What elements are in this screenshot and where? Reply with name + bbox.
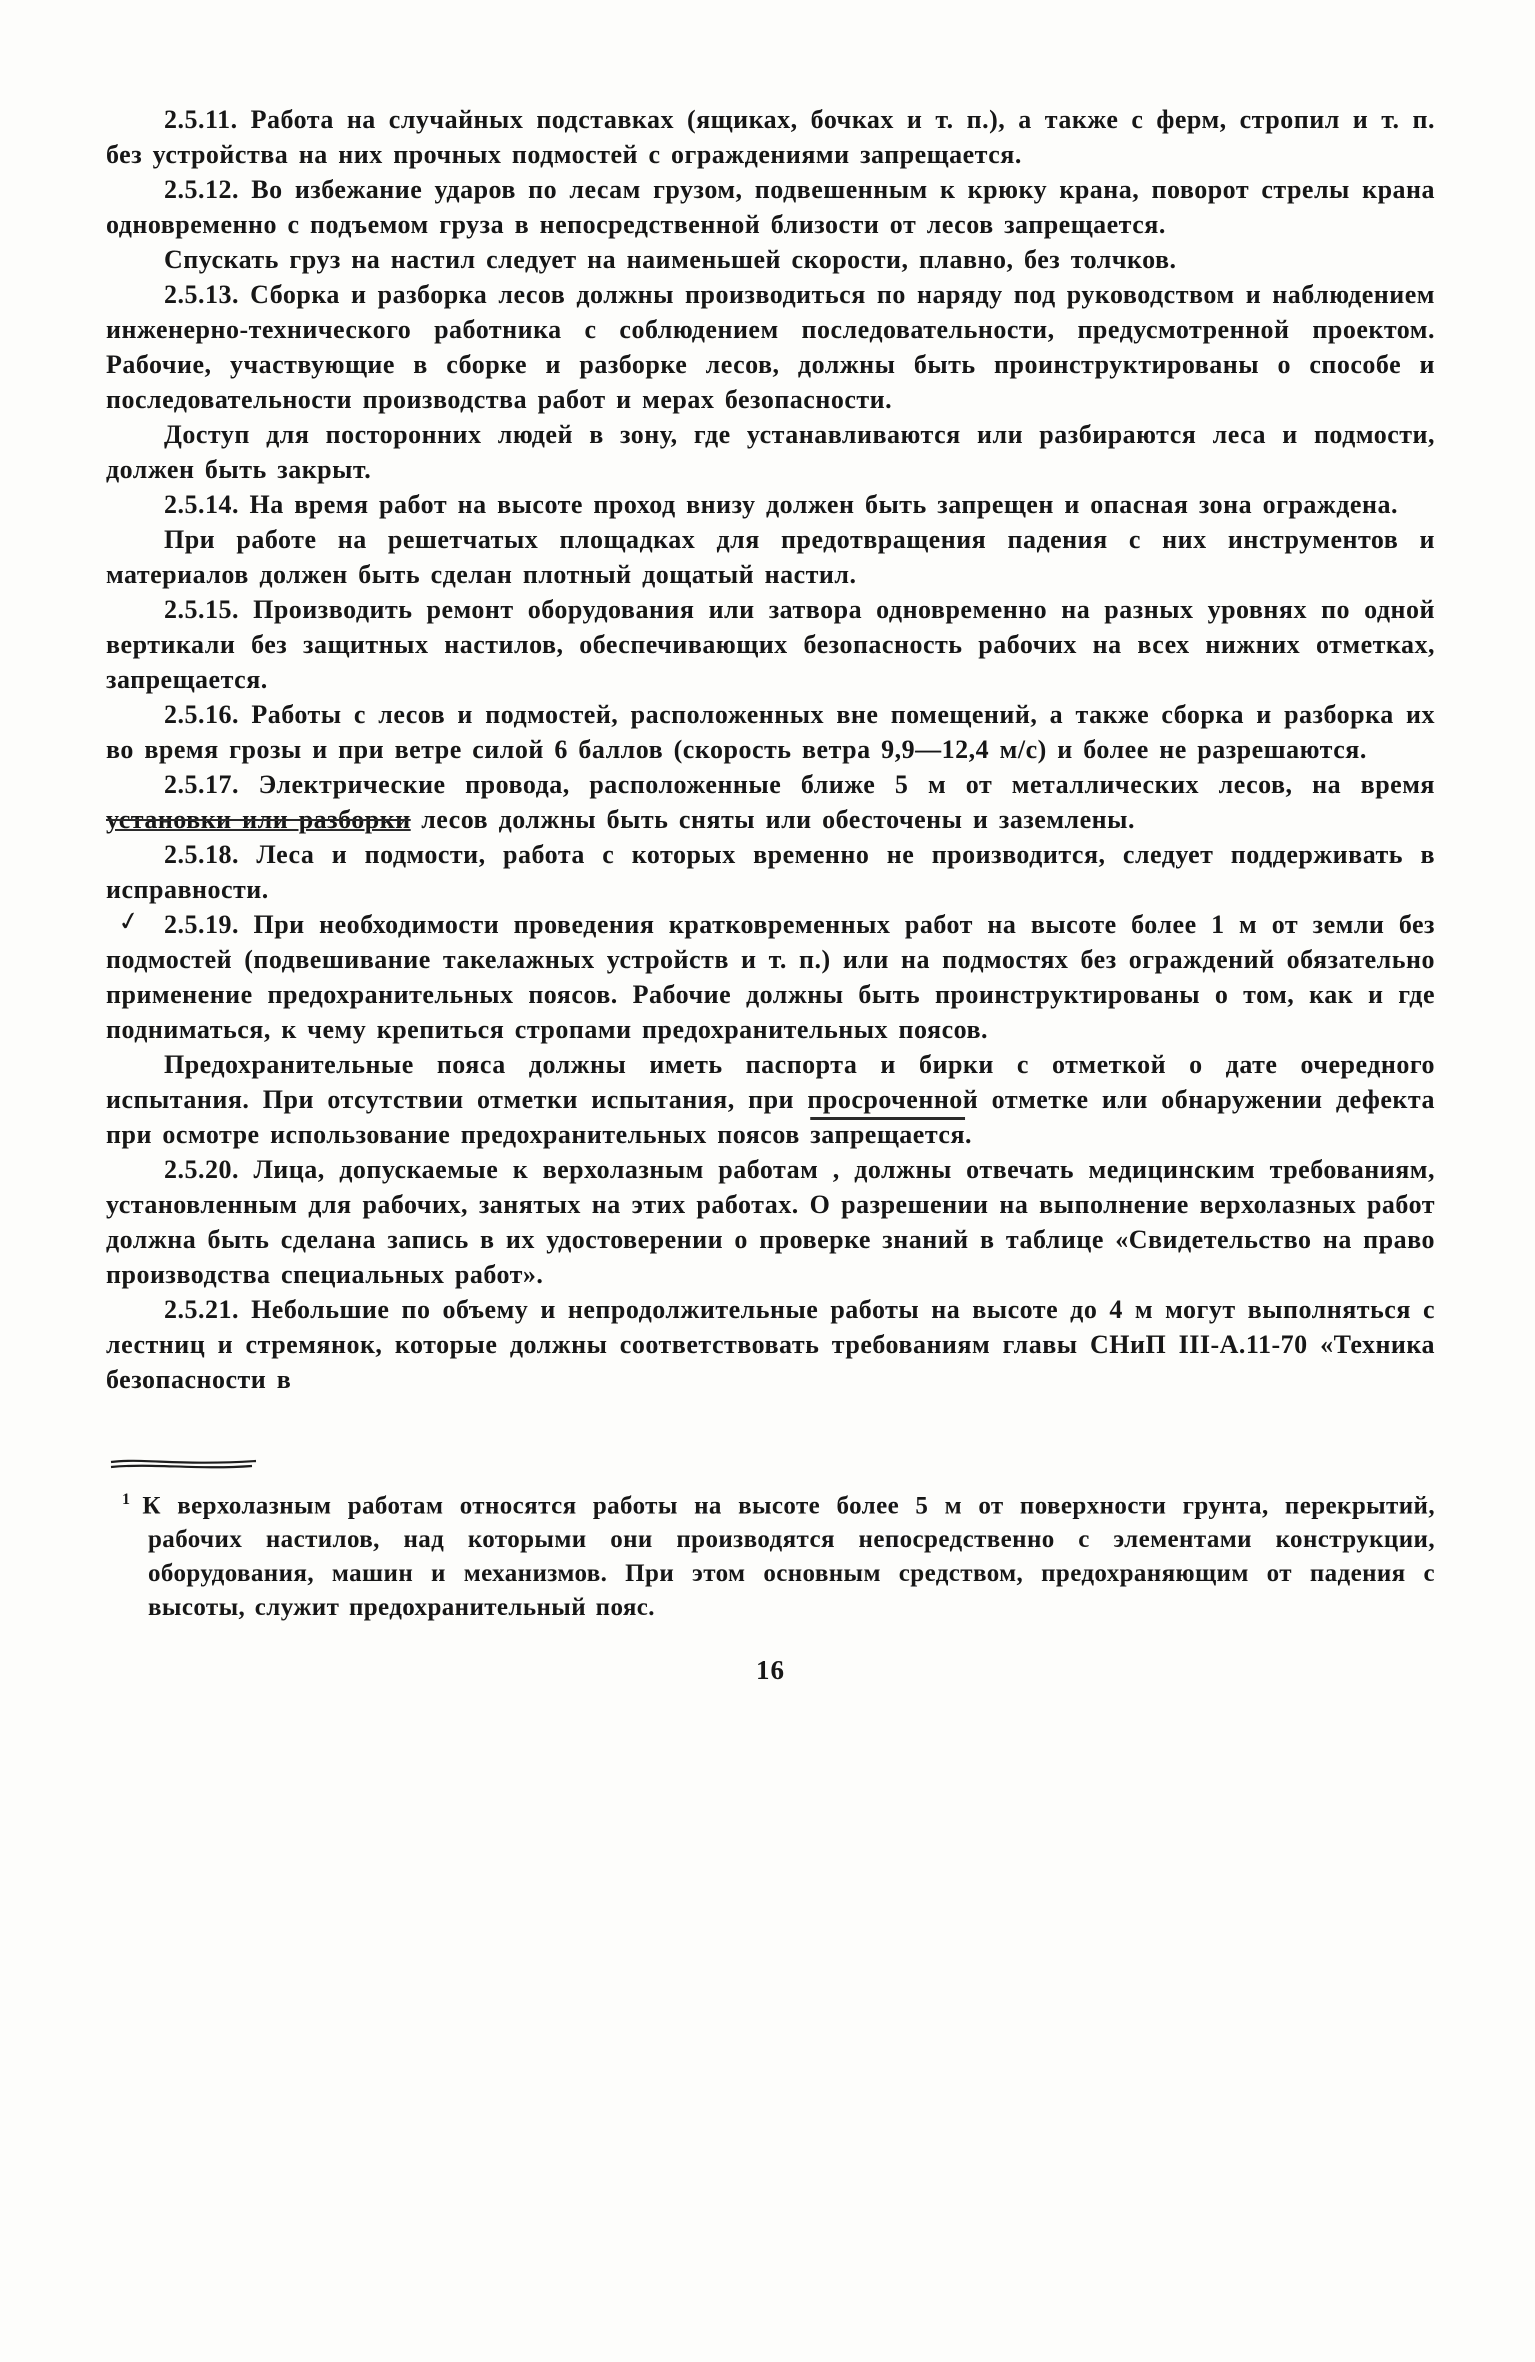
footnote-marker: 1 <box>122 1491 131 1508</box>
paragraph-continuation <box>106 522 1435 592</box>
paragraph-continuation <box>106 1047 1435 1152</box>
paragraph-continuation <box>106 417 1435 487</box>
section-number: 2.5.12. <box>164 175 239 204</box>
paragraph-text: Электрические провода, расположенные ближе 5 м от металлических лесов, на время <box>258 770 1435 799</box>
paragraph-text: Спускать груз на настил следует на наименьшей скорости, плавно, без толчков. <box>164 245 1177 274</box>
page-number: 16 <box>756 1655 785 1686</box>
footnote-body: К верхолазным работам относятся работы на высоте более 5 м от поверхности грунта, перекрытий, рабочих настилов, над которыми они производятся непосредственно с элементами конструкции, оборудования, машин и механизмов. При этом основным средством, предохраняющим от падения с высоты, служит предохранительный пояс. <box>142 1492 1435 1622</box>
paragraph-text: Во избежание ударов по лесам грузом, подвешенным к крюку крана, поворот стрелы крана одновременно с подъемом груза в непосредственной близости от лесов запрещается. <box>106 175 1436 239</box>
paragraph-2-5-11 <box>106 102 1435 172</box>
paragraph-text: Предохранительные пояса должны иметь паспорта и бирки с отметкой о дате очередного испытания. При отсутствии отметки испытания, при просроченной отметке или обнаружении дефекта при осмотре использование предохранительных поясов <box>106 1050 1435 1149</box>
paragraph-text: При необходимости проведения кратковременных работ на высоте более 1 м от земли без подмостей (подвешивание такелажных устройств и т. п.) или на подмостях без ограждений обязательно применение предохранительных поясов. Рабочие должны быть проинструктированы о том, как и где подниматься, к чему крепиться стропами предохранительных поясов. <box>106 910 1435 1044</box>
handwritten-marked-text: запрещается <box>810 1120 966 1149</box>
section-number: 2.5.21. <box>164 1295 239 1324</box>
paragraph-text: Леса и подмости, работа с которых временно не производится, следует поддерживать в исправности. <box>106 840 1435 904</box>
paragraph-2-5-18 <box>106 837 1435 907</box>
paragraph-text: лесов должны быть сняты или обесточены и заземлены. <box>410 805 1135 834</box>
paragraph-2-5-21 <box>106 1292 1435 1397</box>
section-number: 2.5.19. <box>164 910 239 939</box>
paragraph-2-5-13 <box>106 277 1435 417</box>
paragraph-text: При работе на решетчатых площадках для предотвращения падения с них инструментов и материалов должен быть сделан плотный дощатый настил. <box>106 525 1435 589</box>
section-number: 2.5.16. <box>164 700 239 729</box>
paragraph-text: Сборка и разборка лесов должны производиться по наряду под руководством и наблюдением инженерно-технического работника с соблюдением последовательности, предусмотренной проектом. Рабочие, участвующие в сборке и разборке лесов, должны быть проинструктированы о способе и последовательности производства работ и мерах безопасности. <box>106 280 1436 414</box>
paragraph-2-5-14 <box>106 487 1435 522</box>
paragraph-text: Работы с лесов и подмостей, расположенных вне помещений, а также сборка и разборка их во время грозы и при ветре силой 6 баллов (скорость ветра 9,9—12,4 м/с) и более не разрешаются. <box>106 700 1435 764</box>
section-number: 2.5.13. <box>164 280 239 309</box>
paragraph-text: Небольшие по объему и непродолжительные работы на высоте до 4 м могут выполняться с лестниц и стремянок, которые должны соответствовать требованиям главы СНиП III-А.11-70 «Техника безопасности в <box>106 1295 1436 1394</box>
paragraph-text: Работа на случайных подставках (ящиках, бочках и т. п.), а также с ферм, стропил и т. п. без устройства на них прочных подмостей с ограждениями запрещается. <box>106 105 1436 169</box>
section-number: 2.5.20. <box>164 1155 239 1184</box>
footnote-separator-line <box>108 1457 260 1471</box>
paragraph-text: Доступ для посторонних людей в зону, где устанавливаются или разбираются леса и подмости, должен быть закрыт. <box>106 420 1435 484</box>
paragraph-2-5-12 <box>106 172 1435 242</box>
paragraph-text: Лица, допускаемые к верхолазным работам , должны отвечать медицинским требованиям, установленным для рабочих, занятых на этих работах. О разрешении на выполнение верхолазных работ должна быть сделана запись в их удостоверении о проверке знаний в таблице «Свидетельство на право производства специальных работ». <box>106 1155 1435 1289</box>
paragraph-2-5-17 <box>106 767 1435 837</box>
paragraph-2-5-16 <box>106 697 1435 767</box>
footnote-text <box>106 1483 1435 1625</box>
section-number: 2.5.18. <box>164 840 239 869</box>
handwritten-strikethrough-text: установки или разборки <box>106 805 411 834</box>
paragraph-2-5-15 <box>106 592 1435 697</box>
section-number: 2.5.15. <box>164 595 239 624</box>
section-number: 2.5.11. <box>164 105 238 134</box>
paragraph-continuation <box>106 242 1435 277</box>
section-number: 2.5.14. <box>164 490 239 519</box>
paragraph-text: Производить ремонт оборудования или затвора одновременно на разных уровнях по одной вертикали без защитных настилов, обеспечивающих безопасность рабочих на всех нижних отметках, запрещается. <box>106 595 1436 694</box>
paragraph-text: На время работ на высоте проход внизу должен быть запрещен и опасная зона ограждена. <box>249 490 1398 519</box>
paragraph-2-5-20 <box>106 1152 1435 1292</box>
footnote-block <box>106 1457 1435 1625</box>
paragraph-2-5-19 <box>106 907 1435 1047</box>
section-number: 2.5.17. <box>164 770 239 799</box>
paragraph-text: . <box>965 1120 973 1149</box>
handwritten-checkmark: ✓ <box>115 905 143 938</box>
